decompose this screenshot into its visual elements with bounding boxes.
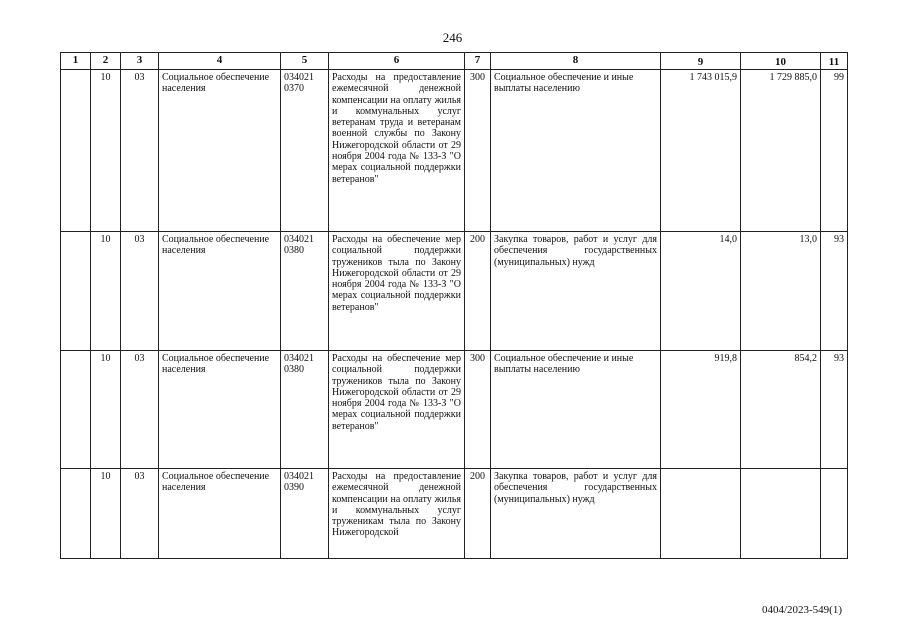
plan-amount-cell: 919,8 bbox=[661, 351, 741, 469]
header-col-9: 9 bbox=[661, 53, 741, 70]
header-col-10: 10 bbox=[741, 53, 821, 70]
expense-type-name-cell: Закупка товаров, работ и услуг для обеспечения государственных (муниципальных) нужд bbox=[491, 232, 661, 351]
actual-amount-cell: 854,2 bbox=[741, 351, 821, 469]
budget-table bbox=[60, 52, 848, 559]
expense-description-cell: Расходы на обеспечение мер социальной поддержки тружеников тыла по Закону Нижегородской области от 29 ноября 2004 года № 133-З "О мерах социальной поддержки ветеранов" bbox=[329, 351, 465, 469]
percent-cell: 93 bbox=[821, 232, 848, 351]
target-code-cell: 034021 0370 bbox=[281, 70, 329, 232]
table-row bbox=[61, 351, 848, 469]
table-row bbox=[61, 469, 848, 559]
subsection-cell: 03 bbox=[121, 232, 159, 351]
section-name-cell: Социальное обеспечение населения bbox=[159, 70, 281, 232]
expense-description-cell: Расходы на предоставление ежемесячной денежной компенсации на оплату жилья и коммунальных услуг ветеранам труда и ветеранам военной службы по Закону Нижегородской области от 29 ноября 2004 года № 133-З "О мерах социальной поддержки ветеранов" bbox=[329, 70, 465, 232]
actual-amount-cell: 13,0 bbox=[741, 232, 821, 351]
plan-amount-cell: 1 743 015,9 bbox=[661, 70, 741, 232]
expense-description-cell: Расходы на обеспечение мер социальной поддержки тружеников тыла по Закону Нижегородской области от 29 ноября 2004 года № 133-З "О мерах социальной поддержки ветеранов" bbox=[329, 232, 465, 351]
table-row bbox=[61, 232, 848, 351]
col1-cell bbox=[61, 469, 91, 559]
section-name-cell: Социальное обеспечение населения bbox=[159, 351, 281, 469]
percent-cell bbox=[821, 469, 848, 559]
expense-type-name-cell: Социальное обеспечение и иные выплаты населению bbox=[491, 351, 661, 469]
percent-cell: 93 bbox=[821, 351, 848, 469]
table-row bbox=[61, 70, 848, 232]
header-col-4: 4 bbox=[159, 53, 281, 70]
expense-type-code-cell: 300 bbox=[465, 351, 491, 469]
plan-amount-cell: 14,0 bbox=[661, 232, 741, 351]
header-col-8: 8 bbox=[491, 53, 661, 70]
target-code-cell: 034021 0380 bbox=[281, 351, 329, 469]
actual-amount-cell bbox=[741, 469, 821, 559]
table-header-row bbox=[61, 53, 848, 70]
subsection-cell: 03 bbox=[121, 351, 159, 469]
section-cell: 10 bbox=[91, 70, 121, 232]
percent-cell: 99 bbox=[821, 70, 848, 232]
expense-description-cell: Расходы на предоставление ежемесячной денежной компенсации на оплату жилья и коммунальных услуг труженикам тыла по Закону Нижегородской bbox=[329, 469, 465, 559]
subsection-cell: 03 bbox=[121, 469, 159, 559]
header-col-11: 11 bbox=[821, 53, 848, 70]
header-col-7: 7 bbox=[465, 53, 491, 70]
header-col-2: 2 bbox=[91, 53, 121, 70]
actual-amount-cell: 1 729 885,0 bbox=[741, 70, 821, 232]
col1-cell bbox=[61, 70, 91, 232]
subsection-cell: 03 bbox=[121, 70, 159, 232]
header-col-3: 3 bbox=[121, 53, 159, 70]
section-name-cell: Социальное обеспечение населения bbox=[159, 232, 281, 351]
plan-amount-cell bbox=[661, 469, 741, 559]
expense-type-code-cell: 200 bbox=[465, 469, 491, 559]
document-code: 0404/2023-549(1) bbox=[761, 604, 842, 616]
section-cell: 10 bbox=[91, 232, 121, 351]
target-code-cell: 034021 0390 bbox=[281, 469, 329, 559]
section-name-cell: Социальное обеспечение населения bbox=[159, 469, 281, 559]
page-number: 246 bbox=[442, 30, 463, 45]
expense-type-name-cell: Социальное обеспечение и иные выплаты населению bbox=[491, 70, 661, 232]
header-col-6: 6 bbox=[329, 53, 465, 70]
expense-type-code-cell: 300 bbox=[465, 70, 491, 232]
target-code-cell: 034021 0380 bbox=[281, 232, 329, 351]
expense-type-code-cell: 200 bbox=[465, 232, 491, 351]
section-cell: 10 bbox=[91, 469, 121, 559]
header-col-5: 5 bbox=[281, 53, 329, 70]
header-col-1: 1 bbox=[61, 53, 91, 70]
expense-type-name-cell: Закупка товаров, работ и услуг для обеспечения государственных (муниципальных) нужд bbox=[491, 469, 661, 559]
section-cell: 10 bbox=[91, 351, 121, 469]
col1-cell bbox=[61, 232, 91, 351]
col1-cell bbox=[61, 351, 91, 469]
